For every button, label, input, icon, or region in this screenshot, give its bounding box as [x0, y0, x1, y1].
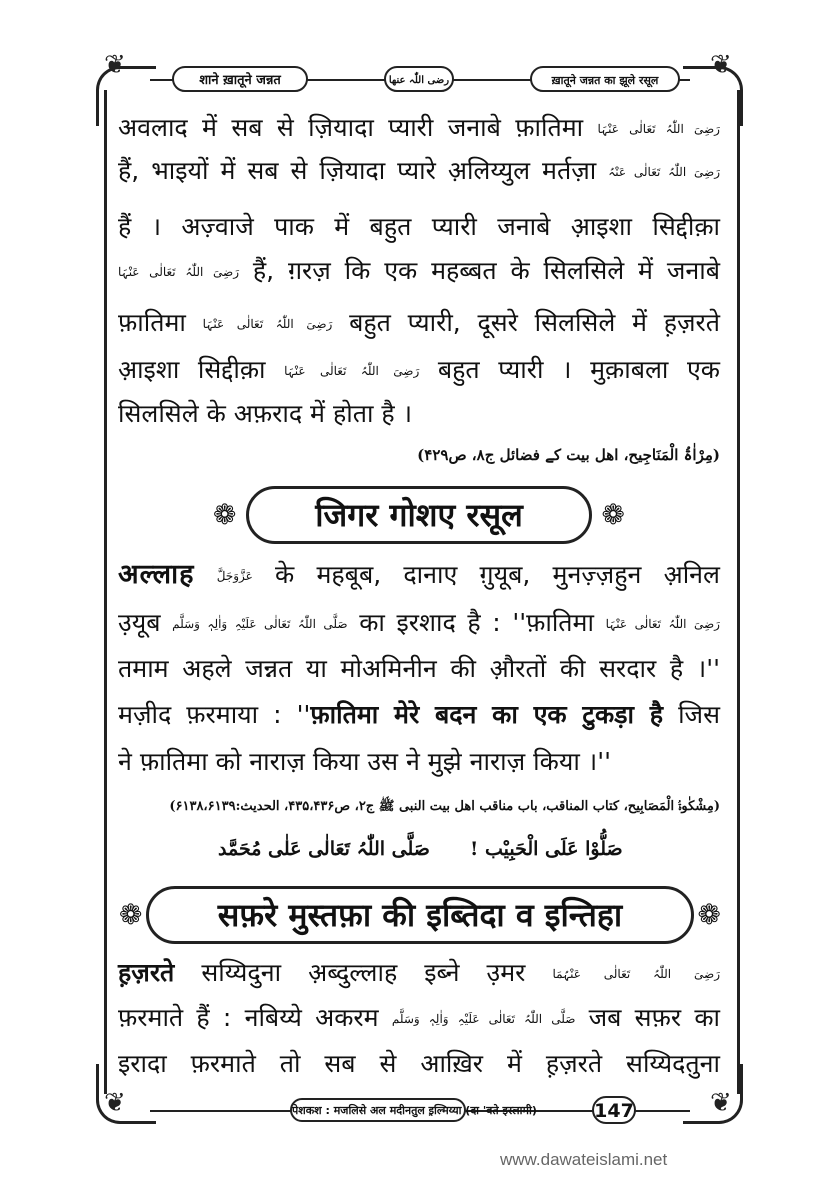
page-number: 147: [592, 1096, 636, 1124]
text-line: मज़ीद फ़रमाया : ''फ़ातिमा मेरे बदन का एक टुकड़ा है जिस: [118, 700, 720, 729]
reference-citation: (مِرْاٰۃُ الْمَنَاجِیح، اھل بیت کے فضائل ج۸، ص۴۲۹): [417, 446, 720, 464]
text-line: हैं, भाइयों में सब से ज़ियादा प्यारे अ़लिय्युल मर्तज़ा رَضِیَ اللّٰہُ تَعَالٰی عَنْہُ: [118, 156, 721, 185]
text-line: ह़ज़रते सय्यिदुना अ़ब्दुल्लाह इब्ने उ़मर رَضِیَ اللّٰہُ تَعَالٰی عَنْہُمَا: [118, 958, 720, 987]
durood-right: صَلُّوْا عَلَی الْحَبِیْب !: [470, 838, 623, 860]
text-line: सिलसिले के अफ़राद में होता है ।: [118, 399, 413, 428]
text-line: हैं । अज़्वाजे पाक में बहुत प्यारी जनाबे आ़इशा सिद्दीक़ा: [118, 212, 720, 241]
text-line: फ़ातिमा رَضِیَ اللّٰہُ تَعَالٰی عَنْہَا बहुत प्यारी, दूसरे सिलसिले में ह़ज़रते: [118, 308, 720, 337]
text-line: आ़इशा सिद्दीक़ा رَضِیَ اللّٰہُ تَعَالٰی عَنْہَا बहुत प्यारी । मुक़ाबला एक: [118, 355, 720, 384]
section-heading: ❁ सफ़रे मुस्तफ़ा की इब्तिदा व इन्तिहा ❁: [146, 886, 694, 944]
flourish-icon: ❦: [710, 1088, 732, 1118]
flourish-icon: ❦: [104, 50, 126, 80]
text-line: उ़यूब صَلَّی اللّٰہُ تَعَالٰی عَلَیْہِ وَاٰلِہٖ وَسَلَّم का इरशाद है : ''फ़ातिमा رَضِیَ اللّٰہُ تَعَالٰی عَنْہَا: [118, 608, 720, 637]
ornament-icon: ❁: [119, 898, 143, 931]
flourish-icon: ❦: [104, 1088, 126, 1118]
section-heading: ❁ जिगर गोशए रसूल ❁: [246, 486, 592, 544]
text-line: ने फ़ातिमा को नाराज़ किया उस ने मुझे नाराज़ किया ।'': [118, 747, 611, 776]
running-header-right: ख़ातूने जन्नत का झूले रसूल: [530, 66, 680, 92]
text-line: अल्लाह عَزَّوَجَلَّ के महबूब, दानाए ग़ुयूब, मुनज़्ज़हुन अ़निल: [118, 559, 721, 590]
text-line: फ़रमाते हैं : नबिय्ये अकरम صَلَّی اللّٰہُ تَعَالٰی عَلَیْہِ وَاٰلِہٖ وَسَلَّم जब सफ़र का: [118, 1003, 720, 1032]
ornament-icon: ❁: [213, 498, 237, 531]
text-line: अवलाद में सब से ज़ियादा प्यारी जनाबे फ़ातिमा رَضِیَ اللّٰہُ تَعَالٰی عَنْہَا: [118, 113, 720, 142]
reference-citation: (مِشْکٰوۃُ الْمَصَابِیح، کتاب المناقب، باب مناقب اھل بیت النبی ﷺ ج۲، ص۴۳۵،۴۳۶، الحدیث:۶۱۳۸،۶۱۳۹): [169, 799, 720, 814]
durood-left: صَلَّی اللّٰہُ تَعَالٰی عَلٰی مُحَمَّد: [218, 838, 430, 860]
text-line: तमाम अहले जन्नत या मोअमिनीन की औ़रतों की सरदार है ।'': [118, 654, 720, 683]
running-header-middle: رضی اللّٰہ عنھا: [384, 66, 454, 92]
running-header-left: शाने ख़ातूने जन्नत: [172, 66, 308, 92]
flourish-icon: ❦: [710, 50, 732, 80]
website-link[interactable]: www.dawateislami.net: [500, 1150, 668, 1169]
text-line: इरादा फ़रमाते तो सब से आख़िर में ह़ज़रते सय्यिदतुना: [118, 1049, 720, 1078]
publisher-label: पेशकश : मजलिसे अल मदीनतुल इ़ल्मिय्या (दा 'वते इस्लामी): [290, 1098, 466, 1122]
ornament-icon: ❁: [601, 498, 625, 531]
ornament-icon: ❁: [697, 898, 721, 931]
text-line: رَضِیَ اللّٰہُ تَعَالٰی عَنْہَا हैं, ग़रज़ कि एक महब्बत के सिलसिले में जनाबे: [118, 256, 720, 285]
